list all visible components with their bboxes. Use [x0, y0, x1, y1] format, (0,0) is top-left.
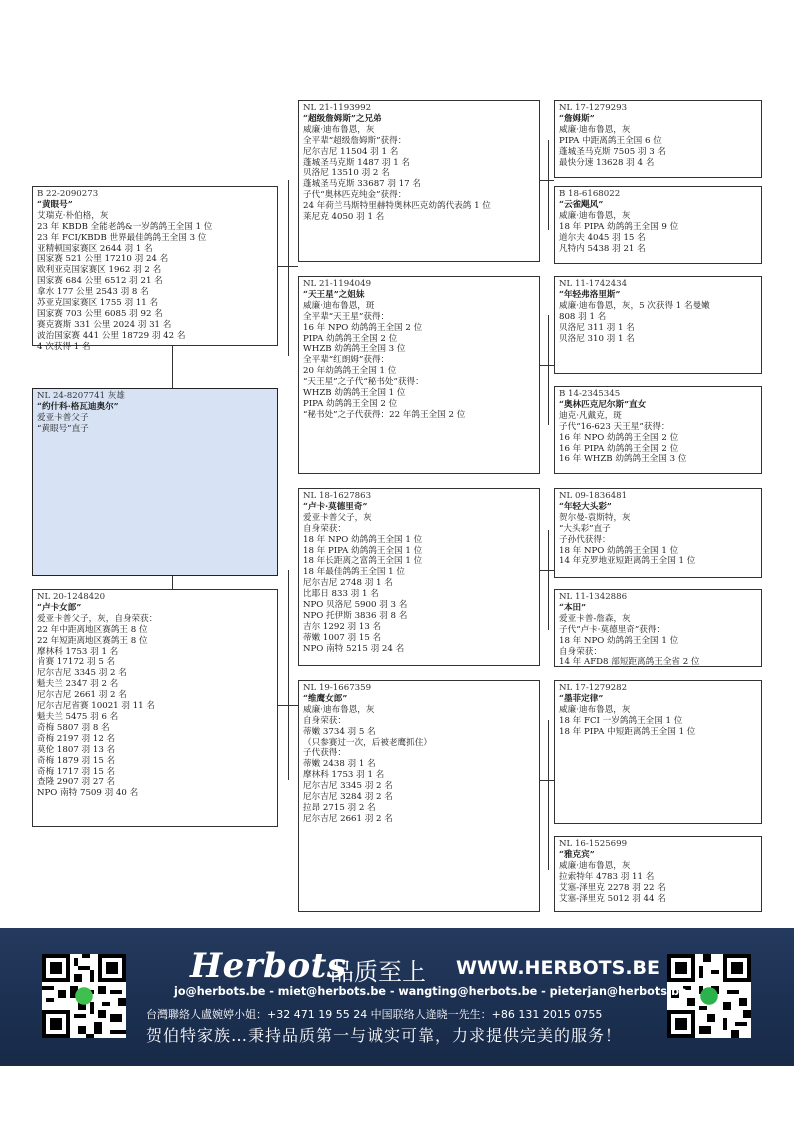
pedigree-line: 子孙代获得：	[559, 534, 611, 545]
ring-number: NL 09-1836481	[559, 491, 628, 501]
pedigree-line: NPO 南特 5215 羽 24 名	[303, 643, 405, 654]
pedigree-line: 国家赛 684 公里 6512 羽 21 名	[37, 276, 163, 287]
pedigree-line: 莱尼克 4050 羽 1 名	[303, 212, 385, 223]
pedigree-line: 贝洛尼 310 羽 1 名	[559, 333, 635, 344]
pedigree-line: 国家赛 521 公里 17210 羽 24 名	[37, 254, 169, 265]
pedigree-line: PIPA 幼鸽鸽王全国 2 位	[303, 398, 398, 409]
connector	[288, 180, 289, 356]
pedigree-line: NPO 托伊斯 3836 羽 8 名	[303, 610, 408, 621]
connector	[172, 576, 173, 589]
sire-dam-dam-box	[554, 386, 762, 474]
pedigree-line: 22 年短距离地区赛鸽王 8 位	[37, 635, 148, 646]
pedigree-line: 最快分速 13628 羽 4 名	[559, 157, 655, 168]
pedigree-line: 亚精顿国家赛区 2644 羽 1 名	[37, 243, 153, 254]
pedigree-line: 爱亚卡普父子，灰，自身荣获：	[37, 613, 158, 624]
pedigree-line: 国家赛 703 公里 6085 羽 92 名	[37, 308, 163, 319]
pigeon-name: “黄眼号”	[37, 199, 73, 210]
sire-sire-sire-box	[554, 100, 762, 178]
email-contacts[interactable]: jo@herbots.be - miet@herbots.be - wangting@herbots.be - pieterjan@herbots.be	[174, 985, 687, 998]
sire-sire-dam-box	[554, 186, 762, 264]
pedigree-line: 子代“奥林匹克纯金”获得：	[303, 190, 407, 201]
pedigree-line: 18 年 FCI 一岁鸽鸽王全国 1 位	[559, 715, 683, 726]
pedigree-line: 摩林科 1753 羽 1 名	[37, 646, 119, 657]
pedigree-line: “秘书处”之子代获得：22 年鸽王全国 2 位	[303, 409, 466, 420]
pedigree-line: 比耶日 833 羽 1 名	[303, 589, 379, 600]
dam-dam-dam-box	[554, 836, 762, 912]
pedigree-line: 奇梅 1879 羽 15 名	[37, 755, 116, 766]
pedigree-line: 自身荣获：	[559, 646, 602, 657]
pedigree-line: 艾塞-泽里克 5012 羽 44 名	[559, 893, 666, 904]
pigeon-name: “卢卡女郎”	[37, 602, 82, 613]
pedigree-line: 蓬城圣马克斯 1487 羽 1 名	[303, 157, 411, 168]
pedigree-line: 魁夫兰 5475 羽 6 名	[37, 711, 119, 722]
ring-number: NL 19-1667359	[303, 683, 372, 693]
pedigree-line: 18 年 PIPA 中短距离鸽王全国 1 位	[559, 726, 696, 737]
pedigree-line: 赛克赛斯 331 公里 2024 羽 31 名	[37, 319, 172, 330]
pedigree-line: 14 年 AFD8 部短距离鸽王全省 2 位	[559, 657, 700, 668]
pedigree-line: 20 年幼鸽鸽王全国 1 位	[303, 366, 397, 377]
ring-number: NL 11-1342886	[559, 592, 628, 602]
pedigree-line: 尼尔吉尼 3345 羽 2 名	[37, 668, 127, 679]
pedigree-line: 莫伦 1807 羽 13 名	[37, 744, 116, 755]
pedigree-line: 拉索特年 4783 羽 11 名	[559, 871, 655, 882]
pedigree-line: 蒂嫩 2438 羽 1 名	[303, 759, 376, 770]
pedigree-line: “大头彩”直子	[559, 523, 611, 534]
pedigree-line: 艾塞-泽里克 2278 羽 22 名	[559, 882, 666, 893]
pigeon-name: “天王星”之姐妹	[303, 289, 365, 300]
pedigree-line: 子代“16-623 天王星”获得：	[559, 421, 670, 432]
ring-number: NL 20-1248420	[37, 592, 106, 602]
pedigree-line: WHZB 幼鸽鸽王全国 3 位	[303, 344, 406, 355]
connector	[288, 570, 289, 780]
slogan: 品质至上	[330, 958, 426, 986]
connector	[548, 140, 549, 230]
pedigree-line: 爱亚卡普-詹森，灰	[559, 613, 631, 624]
pedigree-line: “黄眼号”直子	[37, 423, 89, 434]
pedigree-line: “天王星”之子代“秘书处”获得：	[303, 377, 424, 388]
pedigree-line: NPO 南特 7509 羽 40 名	[37, 788, 139, 799]
pigeon-name: “维鹰女郎”	[303, 693, 348, 704]
pigeon-name: “墨菲定律”	[559, 693, 604, 704]
pedigree-line: 奇梅 5807 羽 8 名	[37, 722, 110, 733]
ring-number: NL 21-1193992	[303, 103, 372, 113]
pedigree-line: 16 年 WHZB 幼鸽鸽王全国 3 位	[559, 454, 687, 465]
pedigree-line: 14 年克罗地亚短距离鸽王全国 1 位	[559, 556, 696, 567]
connector	[540, 570, 554, 571]
ring-number: NL 21-1194049	[303, 279, 372, 289]
pigeon-name: “卢卡·莫德里奇”	[303, 501, 368, 512]
ring-number: NL 11-1742434	[559, 279, 628, 289]
pedigree-line: 蓬城圣马克斯 7505 羽 3 名	[559, 146, 667, 157]
website-link[interactable]: WWW.HERBOTS.BE	[456, 957, 661, 979]
pedigree-line: 摩林科 1753 羽 1 名	[303, 770, 385, 781]
subject-box	[32, 388, 278, 576]
pedigree-line: 全平辈“红朗姆”获得：	[303, 355, 390, 366]
pedigree-line: 波治国家赛 441 公里 18729 羽 42 名	[37, 330, 186, 341]
dam-sire-dam-box	[554, 589, 762, 667]
pedigree-line: 子代获得：	[303, 748, 346, 759]
pedigree-line: PIPA 中距离鸽王全国 6 位	[559, 135, 662, 146]
pedigree-line: 贺尔曼-袁斯特，灰	[559, 512, 631, 523]
company-motto: 贺伯特家族…秉持品质第一与诚实可靠，力求提供完美的服务！	[146, 1026, 623, 1045]
connector	[548, 530, 549, 630]
pedigree-line: 吉尔 1292 羽 13 名	[303, 621, 382, 632]
herbots-logo: Herbots	[190, 946, 347, 986]
dam-dam-box	[298, 680, 540, 912]
qr-code-icon	[42, 954, 126, 1038]
sire-dam-sire-box	[554, 276, 762, 374]
pedigree-line: 查隆 2907 羽 27 名	[37, 777, 116, 788]
pedigree-line: 尼尔吉尼 2661 羽 2 名	[303, 813, 393, 824]
pedigree-line: 18 年最佳鸽鸽王全国 1 位	[303, 567, 405, 578]
pedigree-line: 18 年 NPO 幼鸽鸽王全国 1 位	[559, 545, 679, 556]
pigeon-name: “奥林匹克尼尔斯”直女	[559, 399, 647, 410]
dam-sire-sire-box	[554, 488, 762, 578]
pigeon-name: “雅克宾”	[559, 849, 595, 860]
pedigree-line: 拿水 177 公里 2543 羽 8 名	[37, 287, 149, 298]
dam-box	[32, 589, 278, 827]
pedigree-line: 爱亚卡普父子	[37, 412, 89, 423]
pedigree-line: 魁夫兰 2347 羽 2 名	[37, 679, 119, 690]
pedigree-line: 威廉·迪布鲁恩，灰	[559, 860, 631, 871]
ring-number: B 22-2090273	[37, 189, 99, 199]
pedigree-line: 威廉·迪布鲁恩，灰	[559, 124, 631, 135]
dam-sire-box	[298, 488, 540, 666]
pedigree-line: 全平辈“天王星”获得：	[303, 311, 390, 322]
pedigree-line: 爱亚卡普父子，灰	[303, 512, 372, 523]
pedigree-line: 18 年 NPO 幼鸽鸽王全国 1 位	[559, 635, 679, 646]
sire-sire-box	[298, 100, 540, 262]
pedigree-line: 子代“卢卡·莫德里奇”获得：	[559, 624, 666, 635]
pedigree-line: 22 年中距离地区赛鸽王 8 位	[37, 624, 148, 635]
dam-dam-sire-box	[554, 680, 762, 824]
connector	[540, 180, 554, 181]
pedigree-line: （只参赛过一次，后被老鹰抓住）	[303, 737, 432, 748]
pedigree-line: 奇梅 1717 羽 15 名	[37, 766, 116, 777]
pedigree-line: 艾瑞克·朴伯格，灰	[37, 210, 109, 221]
line-qr-code	[42, 954, 126, 1038]
pedigree-line: 23 年 KBDB 全能老鸽&一岁鸽鸽王全国 1 位	[37, 221, 213, 232]
pedigree-line: 贝洛尼 311 羽 1 名	[559, 322, 635, 333]
pedigree-line: 16 年 PIPA 幼鸽鸽王全国 2 位	[559, 443, 679, 454]
pedigree-line: PIPA 幼鸽鸽王全国 2 位	[303, 333, 398, 344]
connector	[548, 315, 549, 425]
pedigree-line: 23 年 FCI/KBDB 世界最佳鸽鸽王全国 3 位	[37, 232, 207, 243]
ring-number: NL 24-8207741 灰雄	[37, 391, 125, 401]
pedigree-line: 18 年 PIPA 幼鸽鸽王全国 1 位	[303, 545, 423, 556]
pedigree-line: 16 年 NPO 幼鸽鸽王全国 2 位	[303, 322, 423, 333]
pedigree-line: 4 次获得 1 名	[37, 341, 91, 352]
pedigree-line: 尼尔吉尼 3345 羽 2 名	[303, 781, 393, 792]
pedigree-line: 威廉·迪布鲁恩，灰	[303, 704, 375, 715]
pedigree-line: 威廉·迪布鲁恩，灰	[559, 210, 631, 221]
pedigree-line: 尼尔吉尼省赛 10021 羽 11 名	[37, 701, 155, 712]
connector	[548, 720, 549, 870]
pedigree-line: 肯赛 17172 羽 5 名	[37, 657, 116, 668]
ring-number: B 14-2345345	[559, 389, 621, 399]
pedigree-line: 威廉·迪布鲁恩，灰，5 次获得 1 名曼嫩	[559, 300, 710, 311]
pedigree-line: 苏亚克国家赛区 1755 羽 11 名	[37, 298, 159, 309]
pedigree-line: 自身荣获：	[303, 715, 346, 726]
pedigree-line: 拉昂 2715 羽 2 名	[303, 802, 376, 813]
pedigree-line: 欧利亚克国家赛区 1962 羽 2 名	[37, 265, 162, 276]
pigeon-name: “云雀飓风”	[559, 199, 604, 210]
pedigree-line: 尼尔吉尼 3284 羽 2 名	[303, 792, 393, 803]
pedigree-line: NPO 贝洛尼 5900 羽 3 名	[303, 600, 408, 611]
phone-contacts: 台灣聯絡人盧婉婷小姐：+32 471 19 55 24 中国联络人逄晓一先生：+86 131 2015 0755	[146, 1008, 603, 1021]
pigeon-name: “本田”	[559, 602, 587, 613]
pigeon-name: “超级詹姆斯”之兄弟	[303, 113, 382, 124]
pigeon-name: “詹姆斯”	[559, 113, 595, 124]
pedigree-line: 迪克·凡戴克，斑	[559, 410, 622, 421]
sire-dam-box	[298, 276, 540, 474]
pedigree-line: 16 年 NPO 幼鸽鸽王全国 2 位	[559, 432, 679, 443]
ring-number: NL 17-1279293	[559, 103, 628, 113]
pedigree-line: 威廉·迪布鲁恩，灰	[303, 124, 375, 135]
pedigree-line: 蒂嫩 1007 羽 15 名	[303, 632, 382, 643]
pedigree-line: 凡特内 5438 羽 21 名	[559, 243, 646, 254]
pedigree-line: 奇梅 2197 羽 12 名	[37, 733, 116, 744]
sire-box	[32, 186, 278, 352]
pedigree-line: 蓬城圣马克斯 33687 羽 17 名	[303, 179, 421, 190]
pedigree-line: 贝洛尼 13510 羽 2 名	[303, 168, 390, 179]
pedigree-line: 24 年荷兰马斯特里赫特奥林匹克幼鸽代表鸽 1 位	[303, 201, 491, 212]
pigeon-name: “年轻大头彩”	[559, 501, 612, 512]
pedigree-line: 自身荣获：	[303, 523, 346, 534]
pedigree-line: 蒂嫩 3734 羽 5 名	[303, 726, 376, 737]
pedigree-line: 尼尔吉尼 11504 羽 1 名	[303, 146, 399, 157]
pedigree-line: 道尔夫 4045 羽 15 名	[559, 232, 646, 243]
ring-number: NL 18-1627863	[303, 491, 372, 501]
pigeon-name: “年轻弗洛里斯”	[559, 289, 621, 300]
ring-number: NL 16-1525699	[559, 839, 628, 849]
pedigree-line: WHZB 幼鸽鸽王全国 1 位	[303, 388, 406, 399]
pedigree-line: 18 年 PIPA 幼鸽鸽王全国 9 位	[559, 221, 679, 232]
pedigree-line: 尼尔吉尼 2748 羽 1 名	[303, 578, 393, 589]
ring-number: NL 17-1279282	[559, 683, 628, 693]
pedigree-line: 威廉·迪布鲁恩，灰	[559, 704, 631, 715]
pedigree-line: 18 年长距离之富鸽王全国 1 位	[303, 556, 423, 567]
footer-banner	[0, 928, 794, 1066]
pedigree-line: 尼尔吉尼 2661 羽 2 名	[37, 690, 127, 701]
ring-number: B 18-6168022	[559, 189, 621, 199]
connector	[540, 780, 554, 781]
pedigree-line: 威廉·迪布鲁恩，斑	[303, 300, 375, 311]
pedigree-line: 808 羽 1 名	[559, 311, 607, 322]
connector	[540, 365, 554, 366]
pedigree-line: 18 年 NPO 幼鸽鸽王全国 1 位	[303, 534, 423, 545]
pedigree-line: 全平辈“超级詹姆斯”获得：	[303, 135, 407, 146]
pigeon-name: “约什科·格瓦迪奥尔”	[37, 401, 119, 412]
